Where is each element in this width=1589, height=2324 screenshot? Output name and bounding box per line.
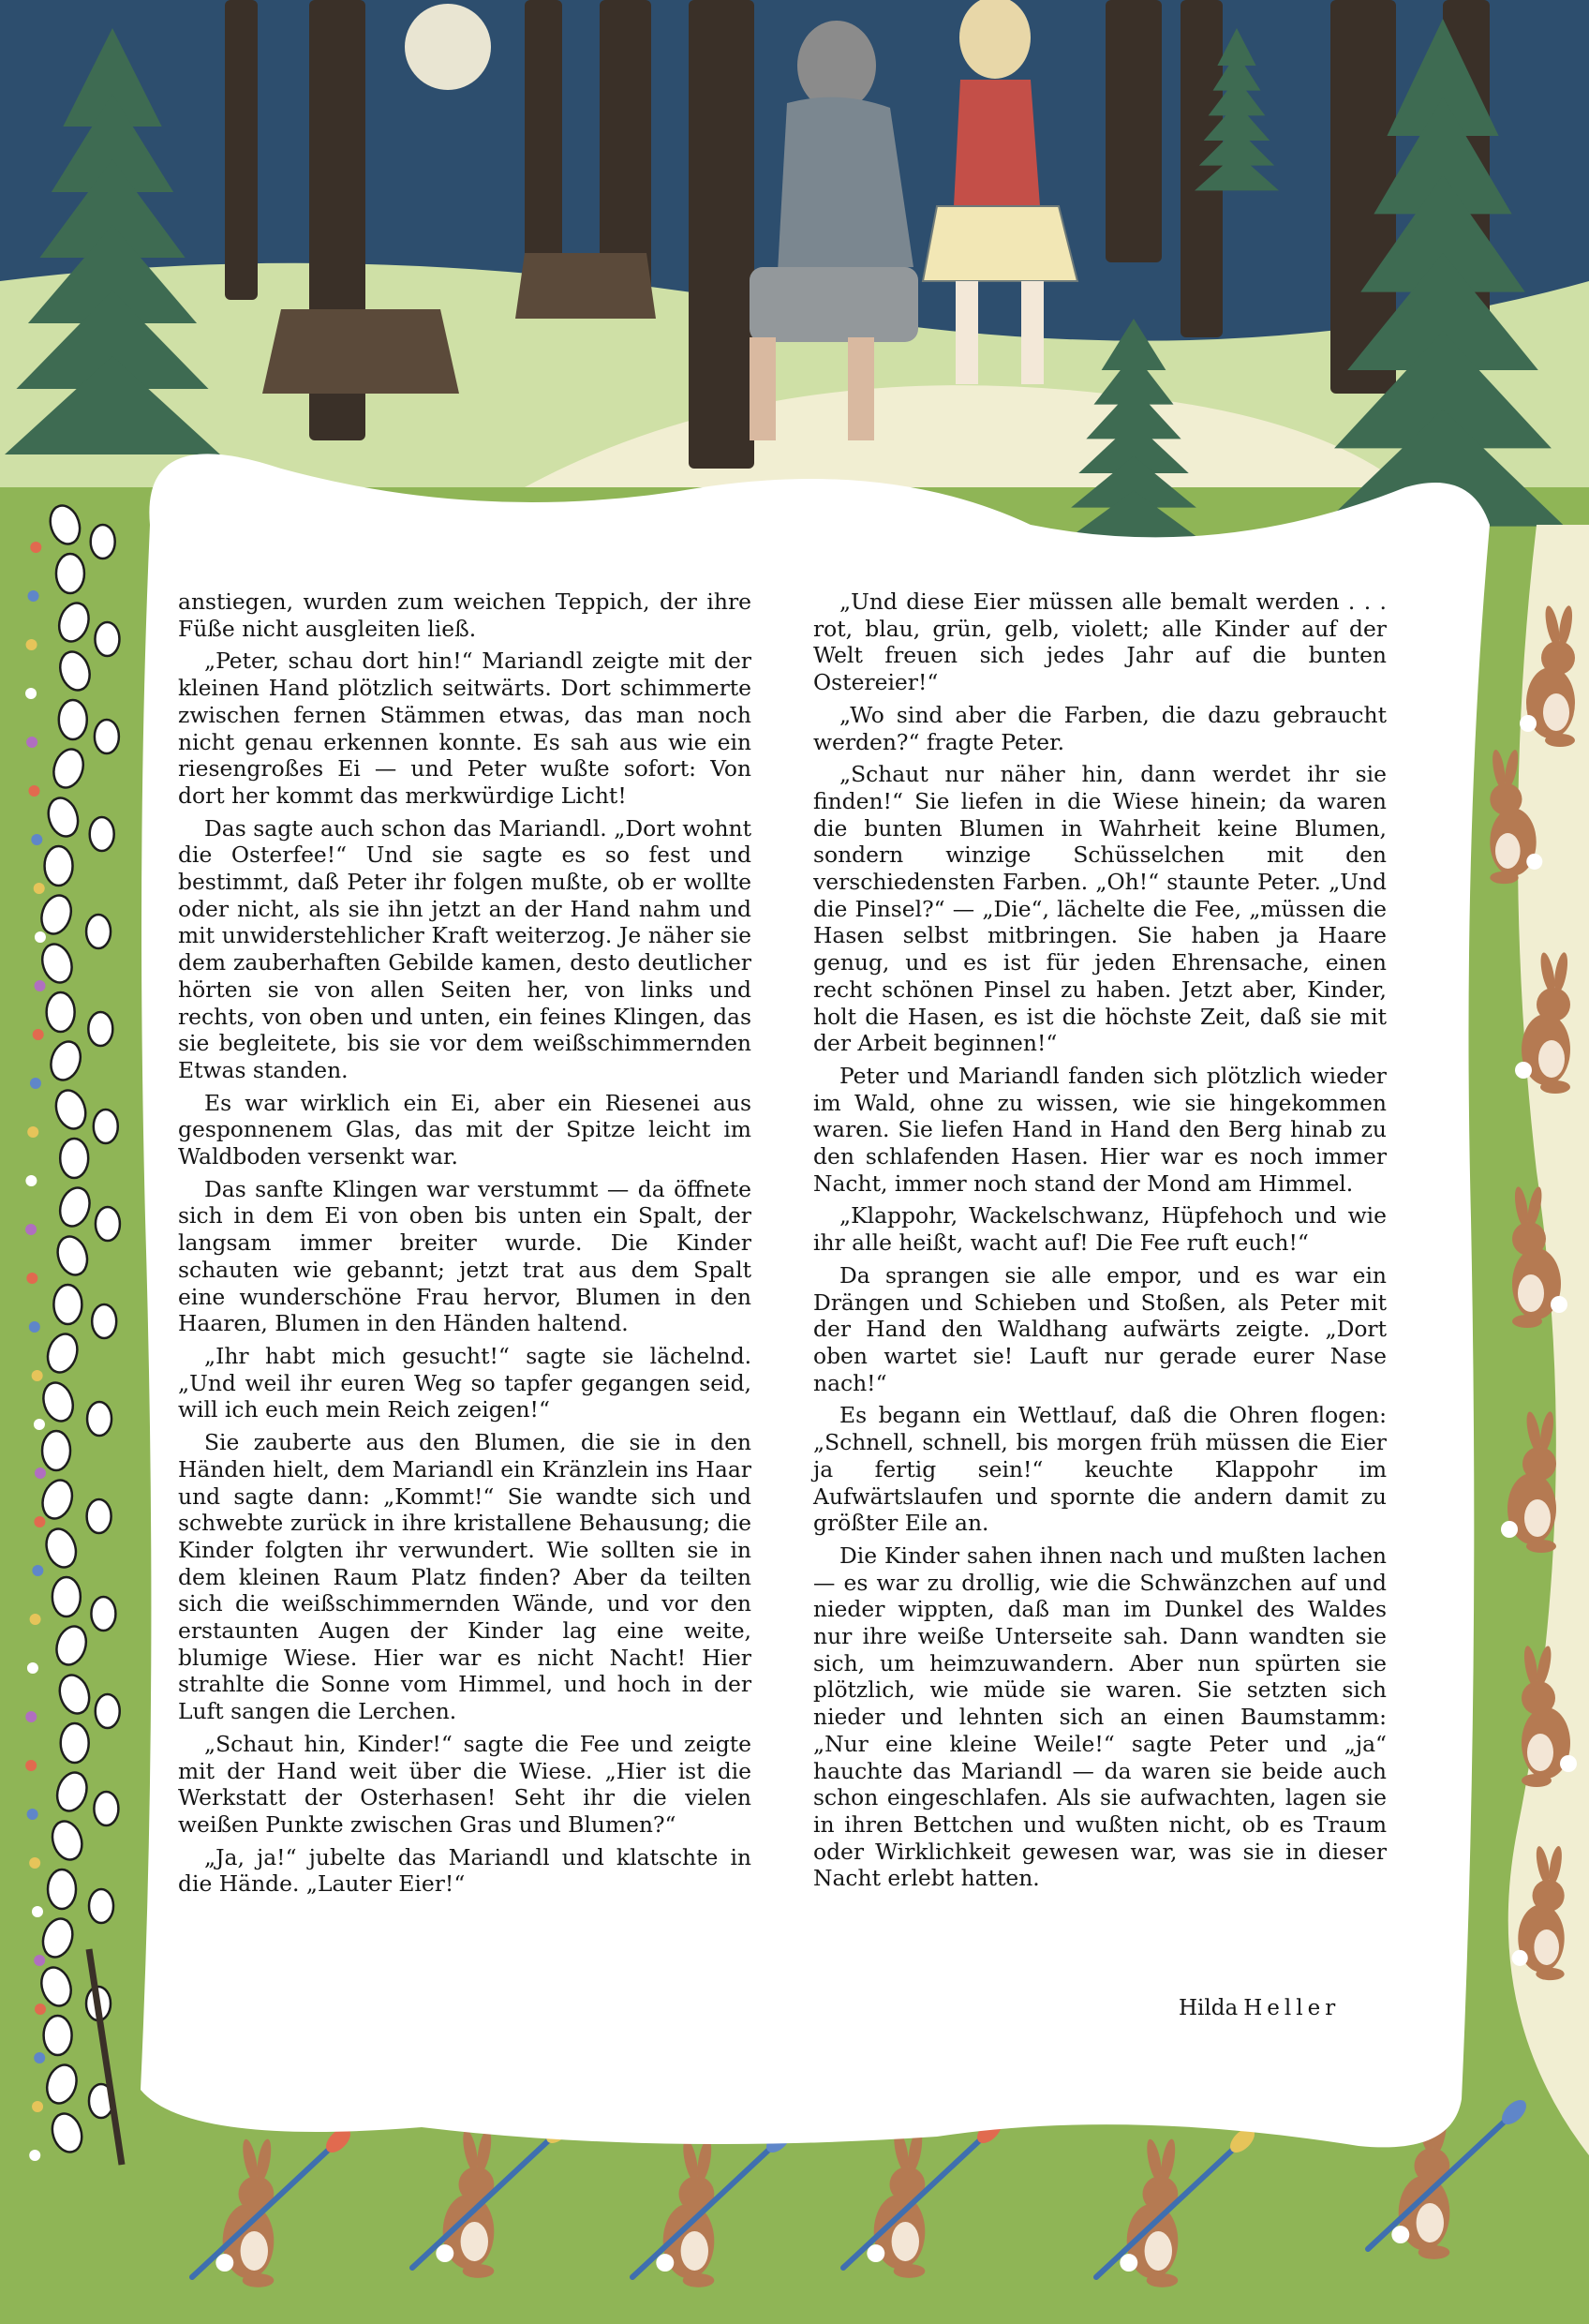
bunny-foot	[1545, 734, 1575, 747]
story-paragraph: Das sagte auch schon das Mariandl. „Dort wohnt die Osterfee!“ Und sie sagte es so fest und bestimmt, daß Peter ihr folgen mußte, ob er wollte oder nicht, als sie ihn jetzt an der Hand nahm und mit unwiderstehlicher Kraft weiterzog. Je näher sie dem zauberhaften Gebilde kamen, desto deutlicher hörten sie von allen Seiten her, von links und rechts, von oben und unten, ein feines Klingen, das sie begleitete, bis sie vor dem weißschimmernden Etwas standen.	[178, 814, 751, 1083]
story-paragraph: Da sprangen sie alle empor, und es war ein Drängen und Schieben und Stoßen, als Peter mit der Hand den Waldhang aufwärts zeigte. „Dort oben wartet sie! Lauft nur gerade eurer Nase nach!“	[813, 1261, 1387, 1396]
bunny-foot	[894, 2264, 926, 2278]
easter-egg-icon	[94, 1792, 118, 1825]
story-paragraph: „Und diese Eier müssen alle bemalt werden . . . rot, blau, grün, gelb, violett; alle Kinder auf der Welt freuen sich jedes Jahr auf die bunten Ostereier!“	[813, 588, 1387, 696]
easter-egg-icon	[88, 1012, 112, 1046]
girl-head	[959, 0, 1031, 79]
bunny-head	[1541, 641, 1575, 675]
bunny-belly	[1417, 2203, 1444, 2242]
easter-egg-icon	[53, 1285, 82, 1324]
easter-egg-icon	[89, 1889, 113, 1923]
bunny-tail	[1120, 2254, 1137, 2272]
bunny-foot	[1147, 2273, 1179, 2287]
paint-dot	[34, 1955, 45, 1966]
paint-dot	[29, 1857, 40, 1869]
bunny-foot	[1540, 1080, 1570, 1094]
tree-trunk	[1106, 0, 1162, 262]
author-last-name: Heller	[1243, 1996, 1341, 2020]
boy-head	[797, 21, 876, 111]
easter-egg-icon	[47, 992, 75, 1032]
story-paragraph: „Wo sind aber die Farben, die dazu gebraucht werden?“ fragte Peter.	[813, 701, 1387, 755]
tree-trunk	[525, 0, 562, 281]
easter-egg-icon	[42, 1431, 70, 1470]
paint-dot	[28, 590, 39, 602]
bunny-tail	[1520, 715, 1537, 732]
paint-dot	[32, 1565, 43, 1576]
paint-dot	[32, 1370, 43, 1381]
paint-dot	[25, 1224, 37, 1235]
bunny-tail	[1551, 1296, 1567, 1313]
author-first-name: Hilda	[1179, 1996, 1239, 2020]
easter-egg-icon	[52, 1577, 81, 1616]
moon-icon	[405, 4, 491, 90]
easter-egg-icon	[95, 720, 119, 753]
story-column-left	[178, 588, 751, 1903]
bunny-belly	[1495, 833, 1521, 869]
story-paragraph: „Ja, ja!“ jubelte das Mariandl und klatschte in die Hände. „Lauter Eier!“	[178, 1843, 751, 1898]
bunny-foot	[463, 2264, 495, 2278]
bunny-foot	[1512, 1315, 1542, 1328]
girl-leg	[956, 281, 978, 384]
story-paragraph: Es war wirklich ein Ei, aber ein Riesenei aus gesponnenem Glas, das mit der Spitze leicht im Waldboden versenkt war.	[178, 1089, 751, 1170]
paint-dot	[30, 1614, 41, 1625]
paint-dot	[25, 1175, 37, 1186]
paint-dot	[25, 1760, 37, 1771]
paint-dot	[25, 1711, 37, 1722]
story-paragraph: „Klappohr, Wackelschwanz, Hüpfehoch und wie ihr alle heißt, wacht auf! Die Fee ruft euch!“	[813, 1202, 1387, 1257]
bunny-tail	[436, 2244, 453, 2262]
tree-trunk	[225, 0, 258, 300]
easter-egg-icon	[61, 1723, 89, 1763]
easter-egg-icon	[45, 846, 73, 886]
paint-dot	[34, 883, 45, 894]
paint-dot	[27, 1809, 38, 1820]
easter-egg-icon	[56, 554, 84, 593]
bunny-belly	[681, 2231, 708, 2271]
story-paragraph: Das sanfte Klingen war verstummt — da öffnete sich in dem Ei von oben bis unten ein Spalt, der langsam immer breiter wurde. Die Kinder schauten wie gebannt; jetzt trat aus dem Spalt eine wunderschöne Frau hervor, Blumen in den Haaren, Blumen in den Händen haltend.	[178, 1175, 751, 1337]
bunny-foot	[1418, 2245, 1450, 2259]
paint-dot	[32, 2101, 43, 2112]
easter-egg-icon	[92, 1304, 116, 1338]
bunny-belly	[1524, 1499, 1551, 1537]
paint-dot	[34, 1516, 45, 1527]
bunny-foot	[1522, 1774, 1552, 1787]
tree-trunk	[689, 0, 754, 469]
bunny-tail	[1560, 1755, 1577, 1772]
bunny-tail	[1512, 1950, 1528, 1966]
bunny-belly	[1527, 1734, 1553, 1771]
author-signature	[1179, 1996, 1340, 2020]
bunny-head	[1537, 988, 1570, 1021]
story-paragraph: „Ihr habt mich gesucht!“ sagte sie lächelnd. „Und weil ihr euren Weg so tapfer gegangen seid, will ich euch mein Reich zeigen!“	[178, 1342, 751, 1423]
story-paragraph: „Schaut hin, Kinder!“ sagte die Fee und zeigte mit der Hand weit über die Wiese. „Hier ist die Werkstatt der Osterhasen! Seht ihr die vielen weißen Punkte zwischen Gras und Blumen?“	[178, 1730, 751, 1838]
paint-dot	[26, 737, 37, 748]
paint-dot	[31, 834, 42, 845]
bunny-foot	[1526, 1540, 1556, 1553]
easter-egg-icon	[59, 700, 87, 739]
bunny-head	[1490, 783, 1522, 815]
bunny-belly	[1543, 693, 1569, 731]
paint-dot	[28, 785, 39, 797]
bunny-belly	[1534, 1929, 1559, 1965]
paint-dot	[26, 639, 37, 650]
bunny-belly	[241, 2231, 268, 2271]
story-paragraph: Die Kinder sahen ihnen nach und mußten lachen — es war zu drollig, wie die Schwänzchen auf und nieder wippten, daß man im Dunkel des Waldes nur ihre weiße Unterseite sah. Dann wandten sie sich, um heimzuwandern. Aber nun spürten sie plötzlich, wie müde sie waren. Sie setzten sich nieder und lehnten sich an einen Baumstamm: „Nur eine kleine Weile!“ sagte Peter und „ja“ hauchte das Mariandl — da waren sie beide auch schon eingeschlafen. Als sie aufwachten, lagen sie in ihren Bettchen und wußten nicht, ob es Traum oder Wirklichkeit gewesen war, was sie in dieser Nacht erlebt hatten.	[813, 1542, 1387, 1892]
tree-trunk	[1181, 0, 1223, 337]
easter-egg-icon	[44, 2016, 72, 2055]
girl-leg	[1021, 281, 1044, 384]
tree-stump	[515, 253, 656, 319]
bunny-tail	[215, 2254, 233, 2272]
story-paragraph: „Schaut nur näher hin, dann werdet ihr sie finden!“ Sie liefen in die Wiese hinein; da waren die bunten Blumen in Wahrheit keine Blumen, sondern winzige Schüsselchen mit den verschiedensten Farben. „Oh!“ staunte Peter. „Und die Pinsel?“ — „Die“, lächelte die Fee, „müssen die Hasen selbst mitbringen. Sie haben ja Haare genug, und es ist für jeden Ehrensache, einen recht schönen Pinsel zu haben. Jetzt aber, Kinder, holt die Hasen, es ist die höchste Zeit, daß sie mit der Arbeit beginnen!“	[813, 761, 1387, 1057]
boy-leg	[750, 337, 776, 440]
girl-vest	[954, 80, 1040, 206]
easter-egg-icon	[96, 1694, 120, 1728]
tree-stump	[262, 309, 459, 394]
story-paragraph: anstiegen, wurden zum weichen Teppich, der ihre Füße nicht ausgleiten ließ.	[178, 588, 751, 642]
paint-dot	[35, 2004, 46, 2015]
paint-dot	[35, 1467, 46, 1479]
bunny-belly	[892, 2222, 919, 2261]
boy-shorts	[750, 267, 918, 342]
easter-egg-icon	[95, 622, 119, 656]
bunny-foot	[243, 2273, 275, 2287]
paint-dot	[25, 688, 37, 699]
bunny-tail	[1391, 2226, 1409, 2243]
easter-egg-icon	[60, 1139, 88, 1178]
bunny-head	[1522, 1447, 1556, 1481]
paint-dot	[33, 1029, 44, 1040]
girl-skirt	[923, 206, 1077, 281]
easter-egg-icon	[86, 915, 111, 948]
paint-dot	[34, 1419, 45, 1430]
easter-egg-icon	[91, 1597, 115, 1631]
bunny-belly	[1145, 2231, 1172, 2271]
bunny-tail	[1526, 854, 1542, 870]
bunny-tail	[1501, 1521, 1518, 1538]
easter-egg-icon	[90, 817, 114, 851]
story-paragraph: Sie zauberte aus den Blumen, die sie in den Händen hielt, dem Mariandl ein Kränzlein ins Haar und sagte dann: „Kommt!“ Sie wandte sich und schwebte zurück in ihre kristallene Behausung; die Kinder folgten ihr verwundert. Wie sollten sie in dem kleinen Raum Platz finden? Aber da teilten sich die weißschimmernden Wände, und vor den erstaunten Augen der Kinder lag eine weite, blumige Wiese. Hier war es nicht Nacht! Hier strahlte die Sonne vom Himmel, und hoch in der Luft sangen die Lerchen.	[178, 1429, 751, 1725]
bunny-head	[1533, 1880, 1565, 1912]
easter-egg-icon	[87, 1499, 111, 1533]
paint-dot	[35, 931, 46, 943]
bunny-belly	[1538, 1040, 1565, 1078]
paint-dot	[27, 1126, 38, 1138]
bunny-belly	[1518, 1274, 1544, 1312]
paint-dot	[29, 2150, 40, 2161]
paint-dot	[30, 1078, 41, 1089]
easter-egg-icon	[91, 525, 115, 559]
story-paragraph: Es begann ein Wettlauf, daß die Ohren flogen: „Schnell, schnell, bis morgen früh müssen die Eier ja fertig sein!“ keuchte Klappohr im Aufwärtslaufen und spornte die andern damit zu größter Eile an.	[813, 1402, 1387, 1537]
paint-dot	[32, 1906, 43, 1917]
paint-dot	[27, 1662, 38, 1674]
easter-egg-icon	[94, 1110, 118, 1143]
paint-dot	[35, 980, 46, 991]
paint-dot	[30, 542, 41, 553]
story-column-right	[813, 588, 1387, 1898]
bunny-tail	[1515, 1062, 1532, 1079]
bunny-foot	[1536, 1968, 1564, 1980]
story-paragraph: Peter und Mariandl fanden sich plötzlich wieder im Wald, ohne zu wissen, wie sie hingekommen waren. Sie liefen Hand in Hand den Berg hinab zu den schlafenden Hasen. Hier war es noch immer Nacht, immer noch stand der Mond am Himmel.	[813, 1062, 1387, 1197]
easter-egg-icon	[48, 1870, 76, 1909]
story-paragraph: „Peter, schau dort hin!“ Mariandl zeigte mit der kleinen Hand plötzlich seitwärts. Dort schimmerte zwischen fernen Stämmen etwas, das man noch nicht genau erkennen konnte. Es sah aus wie ein riesengroßes Ei — und Peter wußte sofort: Von dort her kommt das merkwürdige Licht!	[178, 648, 751, 809]
paint-dot	[29, 1321, 40, 1333]
bunny-foot	[683, 2273, 715, 2287]
bunny-head	[1512, 1222, 1546, 1256]
bunny-tail	[867, 2244, 884, 2262]
paint-dot	[26, 1273, 37, 1284]
bunny-belly	[461, 2222, 488, 2261]
bunny-tail	[656, 2254, 674, 2272]
easter-egg-icon	[96, 1207, 120, 1241]
paint-dot	[34, 2052, 45, 2063]
easter-egg-icon	[87, 1402, 111, 1436]
bunny-foot	[1490, 872, 1518, 884]
bunny-head	[1522, 1681, 1555, 1715]
boy-leg	[848, 337, 874, 440]
